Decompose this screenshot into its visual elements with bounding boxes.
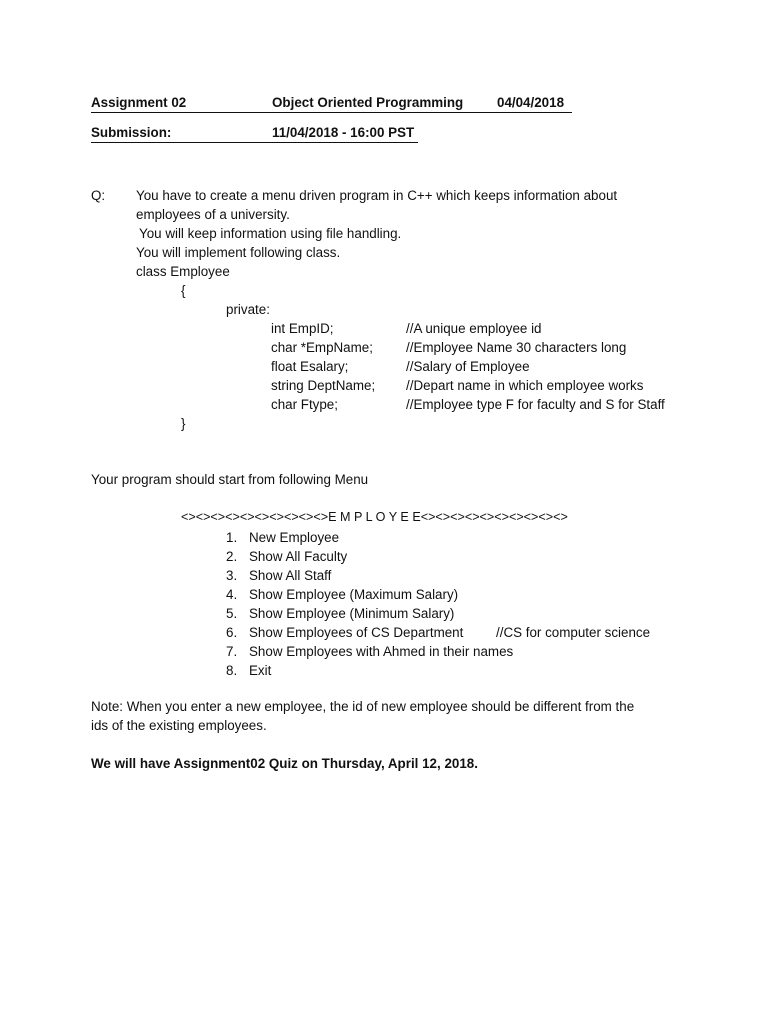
- menu-item-number: 2.: [226, 549, 238, 564]
- menu-item-number: 1.: [226, 530, 238, 545]
- menu-item-number: 6.: [226, 625, 238, 640]
- member-decl-empid: int EmpID;: [271, 321, 334, 336]
- menu-item-number: 7.: [226, 644, 238, 659]
- submission-value: 11/04/2018 - 16:00 PST: [272, 125, 415, 140]
- question-line-5: class Employee: [136, 264, 230, 279]
- menu-item-number: 4.: [226, 587, 238, 602]
- member-decl-ftype: char Ftype;: [271, 397, 338, 412]
- member-comment-ftype: //Employee type F for faculty and S for Staff: [406, 397, 665, 412]
- member-comment-empid: //A unique employee id: [406, 321, 542, 336]
- class-open-brace: {: [181, 283, 186, 298]
- menu-item-label: Show Employees with Ahmed in their names: [249, 644, 514, 659]
- header-course: Object Oriented Programming: [272, 95, 464, 110]
- menu-item-label: Exit: [249, 663, 272, 678]
- menu-item-label: New Employee: [249, 530, 340, 545]
- menu-item-number: 5.: [226, 606, 238, 621]
- quiz-announcement: We will have Assignment02 Quiz on Thursday, April 12, 2018.: [91, 756, 478, 771]
- menu-item-label: Show Employees of CS Department: [249, 625, 464, 640]
- class-close-brace: }: [181, 416, 186, 431]
- member-decl-empname: char *EmpName;: [271, 340, 373, 355]
- member-decl-esalary: float Esalary;: [271, 359, 349, 374]
- question-line-1: You have to create a menu driven program in C++ which keeps information about: [136, 188, 618, 203]
- menu-intro: Your program should start from following Menu: [91, 472, 369, 487]
- header-rule-2: [91, 142, 418, 143]
- menu-item-label: Show Employee (Maximum Salary): [249, 587, 459, 602]
- question-label: Q:: [91, 188, 106, 203]
- header-date: 04/04/2018: [497, 95, 565, 110]
- menu-item-number: 3.: [226, 568, 238, 583]
- member-comment-deptname: //Depart name in which employee works: [406, 378, 644, 393]
- menu-item-label: Show All Staff: [249, 568, 332, 583]
- header-rule-1: [91, 112, 572, 113]
- note-line-1: Note: When you enter a new employee, the id of new employee should be different from the: [91, 699, 635, 714]
- member-comment-esalary: //Salary of Employee: [406, 359, 530, 374]
- class-access-private: private:: [226, 302, 270, 317]
- menu-item-label: Show All Faculty: [249, 549, 348, 564]
- member-comment-empname: //Employee Name 30 characters long: [406, 340, 627, 355]
- note-line-2: ids of the existing employees.: [91, 718, 267, 733]
- submission-label: Submission:: [91, 125, 172, 140]
- header-assignment: Assignment 02: [91, 95, 187, 110]
- question-line-3: You will keep information using file handling.: [139, 226, 402, 241]
- menu-item-label: Show Employee (Minimum Salary): [249, 606, 455, 621]
- menu-item-comment: //CS for computer science: [496, 625, 651, 640]
- menu-banner: <><><><><><><><><><>E M P L O Y E E<><><><><><><><><><>: [181, 510, 568, 524]
- question-line-2: employees of a university.: [136, 207, 290, 222]
- question-line-4: You will implement following class.: [136, 245, 341, 260]
- menu-item-number: 8.: [226, 663, 238, 678]
- member-decl-deptname: string DeptName;: [271, 378, 376, 393]
